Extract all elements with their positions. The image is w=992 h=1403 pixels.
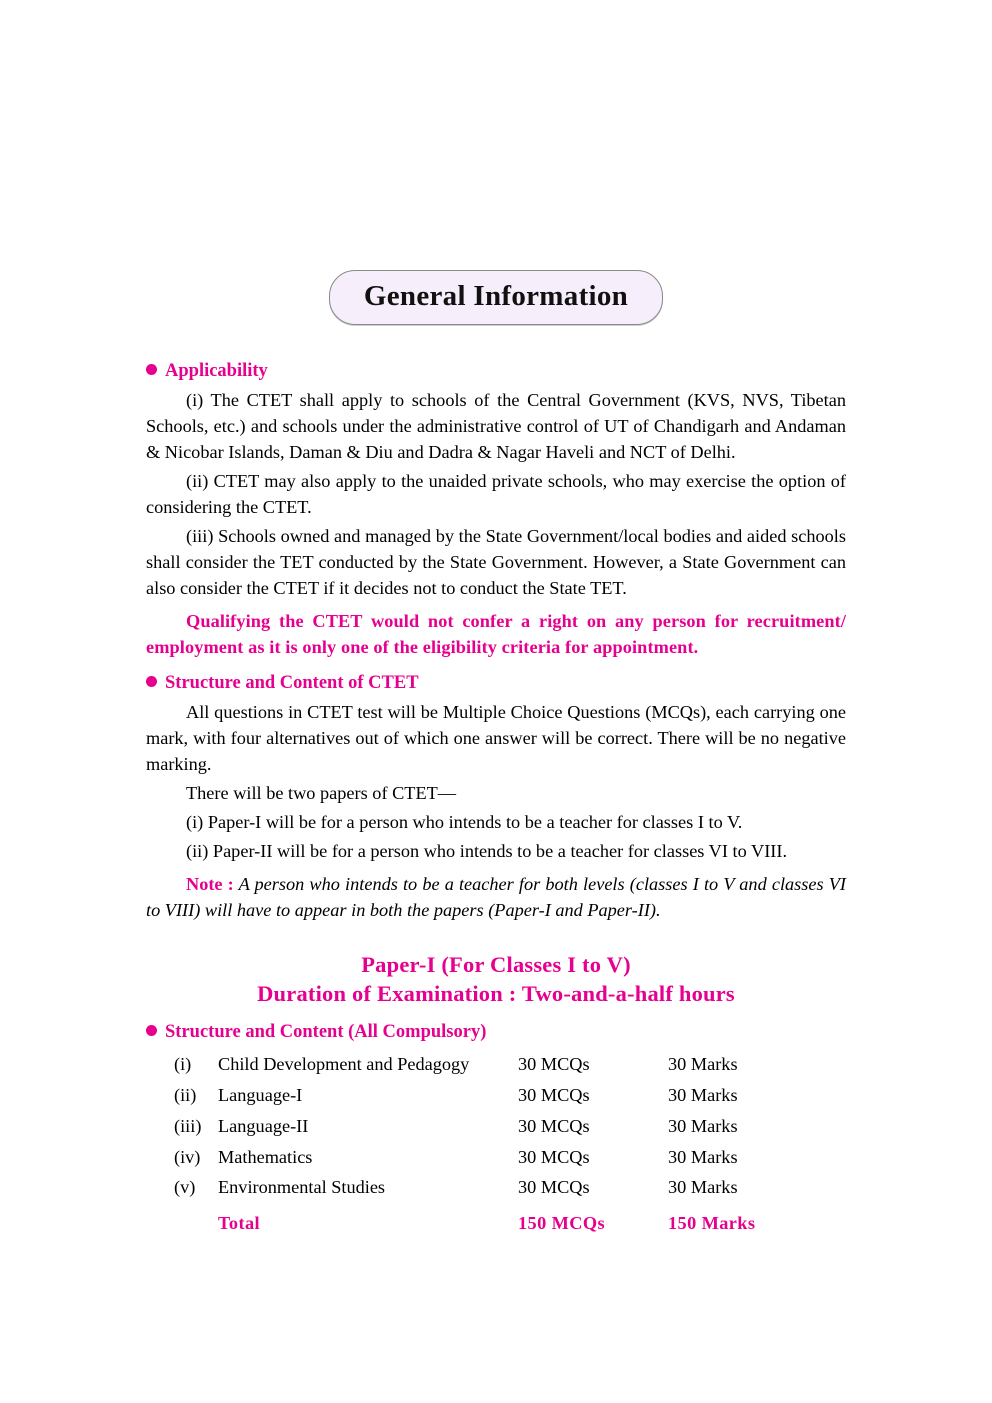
table-row <box>174 1049 808 1080</box>
paper-one-title: Paper-I (For Classes I to V) <box>361 951 631 977</box>
row-marks: 30 Marks <box>668 1115 738 1136</box>
bullet-icon <box>146 676 157 687</box>
row-marks: 30 Marks <box>668 1146 738 1167</box>
row-subject: Language-II <box>218 1115 309 1136</box>
table-row <box>174 1080 808 1111</box>
row-mcqs: 30 MCQs <box>518 1084 590 1105</box>
table-row-total <box>174 1203 808 1239</box>
paragraph: There will be two papers of CTET— <box>186 782 457 803</box>
section-heading-label: Structure and Content (All Compulsory) <box>165 1022 487 1043</box>
total-number <box>174 1203 218 1239</box>
row-marks: 30 Marks <box>668 1084 738 1105</box>
section-heading-applicability <box>146 361 846 382</box>
table-row <box>174 1142 808 1173</box>
page-title: General Information <box>329 270 663 325</box>
paragraph: All questions in CTET test will be Multiple Choice Questions (MCQs), each carrying one mark, with four alternatives out of which one answer will be correct. There will be no negative marking. <box>146 701 846 774</box>
highlight-text: Qualifying the CTET would not confer a right on any person for recruitment/ employment as it is only one of the eligibility criteria for appointment. <box>146 610 846 657</box>
paragraph: (iii) Schools owned and managed by the State Government/local bodies and aided schools shall consider the TET conducted by the State Government. However, a State Government can also consider the CTET if it decides not to conduct the State TET. <box>146 525 846 598</box>
row-number: (iii) <box>174 1115 202 1136</box>
note-label: Note : <box>186 873 234 894</box>
total-label: Total <box>218 1213 260 1234</box>
note-text: A person who intends to be a teacher for both levels (classes I to V and classes VI to VIII) will have to appear in both the papers (Paper-I and Paper-II). <box>146 873 847 921</box>
bullet-icon <box>146 1025 157 1036</box>
row-marks: 30 Marks <box>668 1054 738 1075</box>
row-mcqs: 30 MCQs <box>518 1054 590 1075</box>
row-subject: Child Development and Pedagogy <box>218 1054 470 1075</box>
paragraph: (i) The CTET shall apply to schools of the Central Government (KVS, NVS, Tibetan Schools, etc.) and schools under the administrative control of UT of Chandigarh and Andaman & Nicobar Islands, Daman & Diu and Dadra & Nagar Haveli and NCT of Delhi. <box>146 390 846 462</box>
total-mcqs: 150 MCQs <box>518 1213 605 1234</box>
page-content <box>146 270 846 1239</box>
row-mcqs: 30 MCQs <box>518 1146 590 1167</box>
row-subject: Mathematics <box>218 1146 313 1167</box>
row-subject: Language-I <box>218 1084 303 1105</box>
section-heading-structure-content <box>146 673 846 694</box>
paragraph: (i) Paper-I will be for a person who intends to be a teacher for classes I to V. <box>186 811 743 832</box>
row-mcqs: 30 MCQs <box>518 1177 590 1198</box>
table-row <box>174 1111 808 1142</box>
row-mcqs: 30 MCQs <box>518 1115 590 1136</box>
row-number: (v) <box>174 1177 196 1198</box>
row-subject: Environmental Studies <box>218 1177 386 1198</box>
note-paragraph <box>146 871 846 924</box>
paper-one-structure-table <box>174 1049 808 1239</box>
total-marks: 150 Marks <box>668 1213 756 1234</box>
paragraph: (ii) CTET may also apply to the unaided private schools, who may exercise the option of considering the CTET. <box>146 470 846 517</box>
section-heading-label: Structure and Content of CTET <box>165 672 419 693</box>
paper-one-duration: Duration of Examination : Two-and-a-half hours <box>257 980 735 1006</box>
row-number: (i) <box>174 1054 192 1075</box>
bullet-icon <box>146 364 157 375</box>
section-heading-label: Applicability <box>165 361 268 381</box>
row-marks: 30 Marks <box>668 1177 738 1198</box>
page-title-container <box>146 270 846 325</box>
row-number: (iv) <box>174 1146 201 1167</box>
row-number: (ii) <box>174 1084 197 1105</box>
paragraph: (ii) Paper-II will be for a person who intends to be a teacher for classes VI to VIII. <box>186 840 788 861</box>
table-row <box>174 1172 808 1203</box>
section-heading-paper-one-structure <box>146 1022 846 1043</box>
